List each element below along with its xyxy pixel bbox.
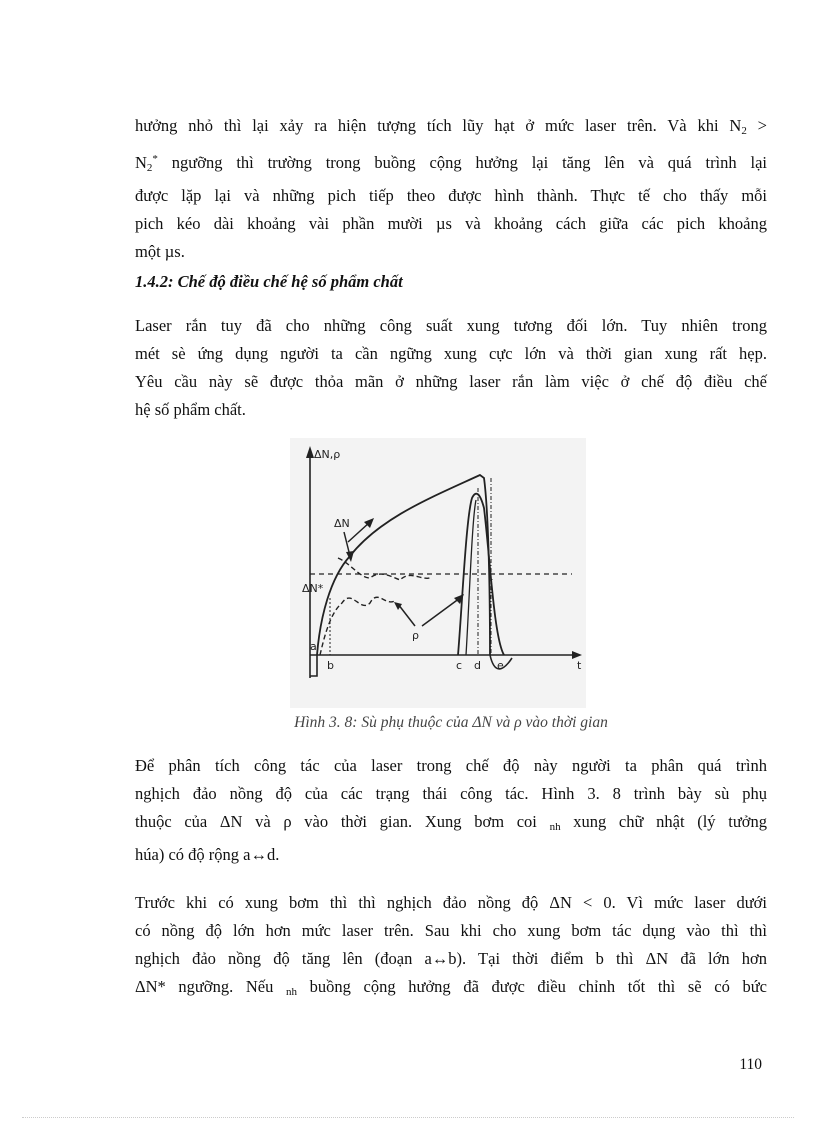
paragraph-3-line-1: Để phân tích công tác của laser trong chế độ này người ta phân quá trình xyxy=(135,756,767,775)
point-a-label: a xyxy=(310,640,317,653)
footer-divider xyxy=(22,1117,794,1118)
figure-caption: Hình 3. 8: Sù phụ thuộc của ΔN và ρ vào thời gian xyxy=(294,714,608,731)
paragraph-3-line-4: húa) có độ rộng a↔d. xyxy=(135,845,280,864)
figure-graph xyxy=(290,438,586,708)
paragraph-4-line-1: Trước khi có xung bơm thì thì nghịch đảo nồng độ ΔN < 0. Vì mức laser dưới xyxy=(135,893,767,912)
paragraph-2-line-3: Yêu cầu này sẽ được thỏa mãn ở những laser rắn làm việc ở chế độ điều chế xyxy=(135,372,767,391)
paragraph-2-line-4: hệ số phẩm chất. xyxy=(135,400,246,419)
paragraph-3 xyxy=(135,752,767,869)
rho-label: ρ xyxy=(412,629,419,642)
section-heading: 1.4.2: Chế độ điều chế hệ số phẩm chất xyxy=(135,272,403,291)
paragraph-4 xyxy=(135,889,767,1006)
page-number: 110 xyxy=(739,1056,762,1073)
point-e-label: e xyxy=(497,659,504,672)
paragraph-1-line-4: pich kéo dài khoảng vài phần mười µs và khoảng cách giữa các pich khoảng xyxy=(135,214,767,233)
figure-delta-n-rho xyxy=(290,438,586,708)
paragraph-4-line-2: có nồng độ lớn hơn mức laser trên. Sau khi cho xung bơm tác dụng vào thì thì xyxy=(135,921,767,940)
paragraph-2-line-1: Laser rắn tuy đã cho những công suất xung tương đối lớn. Tuy nhiên trong xyxy=(135,316,767,335)
paragraph-4-line-4: ΔN* ngưỡng. Nếu $_{nh}$ buồng cộng hưởng đã được điều chỉnh tốt thì sẽ có bức xyxy=(135,977,768,998)
paragraph-1-line-3: được lặp lại và những pich tiếp theo được hình thành. Thực tế cho thấy mỗi xyxy=(135,186,767,205)
point-d-label: d xyxy=(474,659,481,672)
point-c-label: c xyxy=(456,659,463,672)
paragraph-1 xyxy=(135,112,767,266)
paragraph-1-line-5: một µs. xyxy=(135,242,185,261)
paragraph-1-line-2: $N_2^*$ ngưỡng thì trường trong buồng cộng hưởng lại tăng lên và quá trình lại xyxy=(135,153,767,174)
point-b-label: b xyxy=(327,659,334,672)
figure-background xyxy=(290,438,586,708)
delta-n-star-label: ΔN* xyxy=(302,582,324,595)
paragraph-2 xyxy=(135,312,767,424)
paragraph-3-line-2: nghịch đảo nồng độ của các trạng thái công tác. Hình 3. 8 trình bày sù phụ xyxy=(135,784,767,803)
paragraph-1-line-1: hưởng nhỏ thì lại xảy ra hiện tượng tích lũy hạt ở mức laser trên. Và khi $N_2$ > xyxy=(135,116,767,137)
y-axis-label: ΔN,ρ xyxy=(314,448,341,461)
point-r-label: r xyxy=(488,575,493,588)
x-axis-label: t xyxy=(577,659,582,672)
paragraph-2-line-2: mét sè ứng dụng người ta cần ngững xung cực lớn và thời gian xung rất hẹp. xyxy=(135,344,767,363)
paragraph-3-line-3: thuộc của ΔN và ρ vào thời gian. Xung bơm coi $_{nh}$ xung chữ nhật (lý tưởng xyxy=(135,812,767,833)
delta-n-label: ΔN xyxy=(334,517,350,530)
paragraph-4-line-3: nghịch đảo nồng độ tăng lên (đoạn a↔b). Tại thời điểm b thì ΔN đã lớn hơn xyxy=(135,949,767,968)
